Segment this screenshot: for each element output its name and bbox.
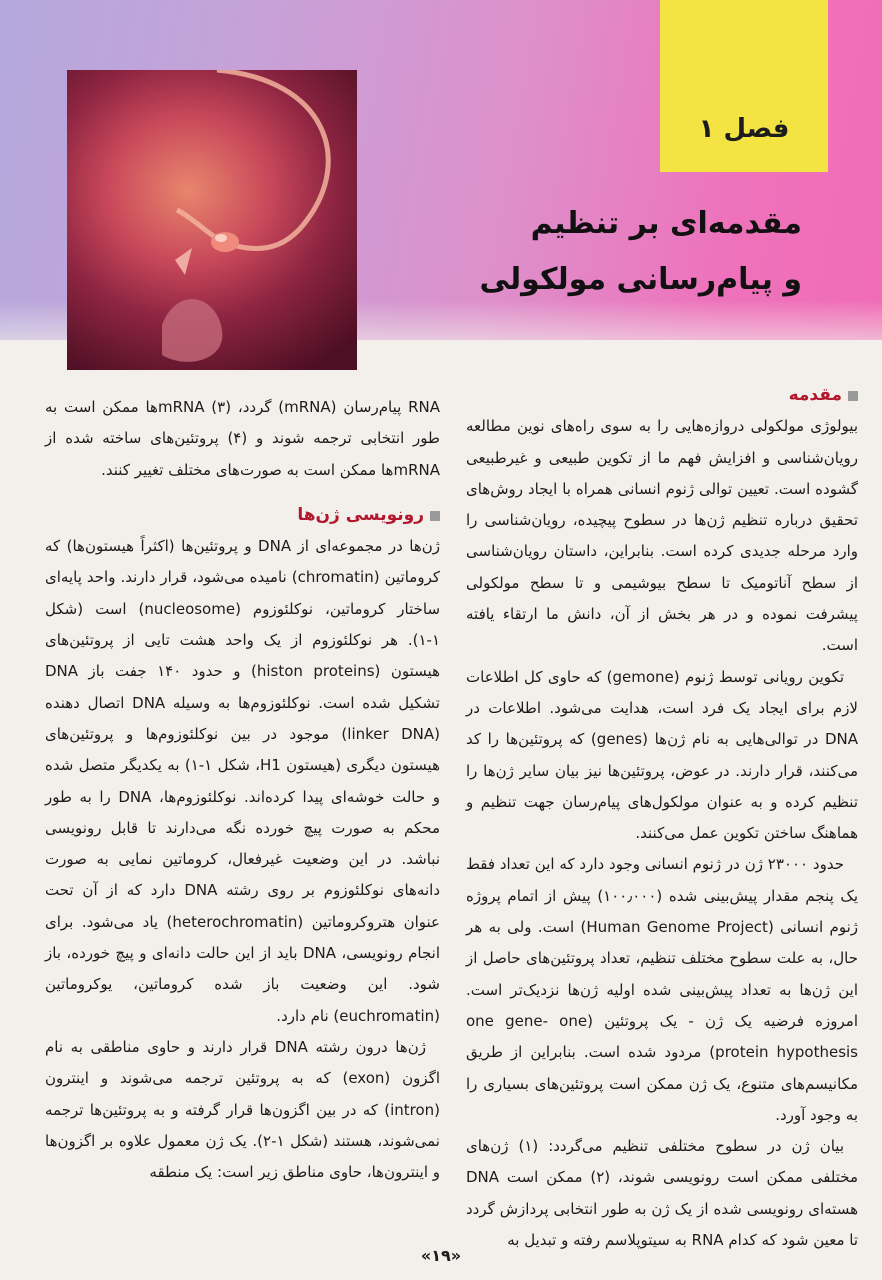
section-heading-transcription-text: رونویسی ژن‌ها (297, 504, 424, 525)
section-heading-intro (466, 380, 858, 411)
right-column (466, 380, 858, 1256)
chapter-box (660, 0, 828, 172)
paragraph: تکوین رویانی توسط ژنوم (gemone) که حاوی کل اطلاعات لازم برای ایجاد یک فرد است، هدایت می‌شود. اطلاعات در DNA در توالی‌هایی به نام ژن‌ها (genes) که پروتئین‌ها را کد می‌کنند، قرار دارند. در عوض، پروتئین‌ها نیز بیان سایر ژن‌ها را تنظیم کرده و به عنوان مولکول‌های پیام‌رسان جهت تنظیم و هماهنگ ساختن تکوین عمل می‌کنند. (466, 667, 858, 843)
embryo-illustration (67, 70, 357, 370)
chapter-label: فصل ۱ (698, 114, 790, 144)
page-number: «۱۹» (420, 1246, 462, 1265)
paragraph: ژن‌ها در مجموعه‌ای از DNA و پروتئین‌ها (اکثراً هیستون‌ها) که کروماتین (chromatin) نامیده می‌شود، قرار دارند. واحد پایه‌ای ساختار کروماتین، نوکلئوزوم (nucleosome) است (شکل ۱-۱). هر نوکلئوزوم از یک واحد هشت تایی از پروتئین‌های هیستون (histon proteins) و حدود ۱۴۰ جفت باز DNA تشکیل شده است. نوکلئوزوم‌ها به وسیله DNA اتصال دهنده (linker DNA) موجود در بین نوکلئوزوم‌ها و پروتئین‌های هیستون دیگری (هیستون H1، شکل ۱-۱) به یکدیگر متصل شده و حالت خوشه‌ای پیدا کرده‌اند. نوکلئوزوم‌ها، DNA را به طور محکم به صورت پیچ خورده نگه می‌دارند تا قابل رونویسی نباشد. در این وضعیت غیرفعال، کروماتین نمایی به صورت دانه‌های نوکلئوزوم بر روی رشته DNA دارد که از آن تحت عنوان هتروکروماتین (heterochromatin) یاد می‌شود. برای انجام رونویسی، DNA باید از این حالت دانه‌ای و پیچ خورده، باز شود. این وضعیت باز شده کروماتین، یوکروماتین (euchromatin) نام دارد. (45, 537, 441, 1025)
paragraph: RNA پیام‌رسان (mRNA) گردد، (۳) mRNAها ممکن است به طور انتخابی ترجمه شوند و (۴) پروتئین‌های ساخته شده از mRNAها ممکن است به صورت‌های مختلف تغییر کنند. (45, 398, 440, 479)
paragraph: ژن‌ها درون رشته DNA قرار دارند و حاوی مناطقی به نام اگزون (exon) که به پروتئین ترجمه می‌شوند و اینترون (intron) که در بین اگزون‌ها قرار گرفته و به پروتئین‌ها ترجمه نمی‌شوند، هستند (شکل ۱-۲). یک ژن معمول علاوه بر اگزون‌ها و اینترون‌ها، حاوی مناطق زیر است: یک منطقه (45, 1037, 441, 1182)
bullet-square-icon (430, 511, 440, 521)
section-heading-transcription (45, 500, 440, 531)
paragraph: بیان ژن در سطوح مختلفی تنظیم می‌گردد: (۱) ژن‌های مختلفی ممکن است رونویسی شوند، (۲) ممکن است DNA هسته‌ای رونویسی شده از یک ژن به طور انتخابی پردازش گردد تا معین شود که کدام RNA به سیتوپلاسم رفته و تبدیل به (466, 1137, 859, 1250)
paragraph: حدود ۲۳۰۰۰ ژن در ژنوم انسانی وجود دارد که این تعداد فقط یک پنجم مقدار پیش‌بینی شده (۱۰۰٫۰۰۰) پیش از اتمام پروژه ژنوم انسانی (Human Genome Project) است. ولی به هر حال، به علت سطوح مختلف تنظیم، تعداد پروتئین‌های حاصل از این ژن‌ها به تعداد پیش‌بینی شده اولیه ژن‌ها نزدیک‌تر است. امروزه فرضیه یک ژن - یک پروتئین (one gene- one protein hypothesis) مردود شده است. بنابراین از طریق مکانیسم‌های متنوع، یک ژن ممکن است پروتئین‌های بسیاری را به وجود آورد. (466, 855, 859, 1124)
paragraph: بیولوژی مولکولی دروازه‌هایی را به سوی راه‌های نوین مطالعه رویان‌شناسی و افزایش فهم ما از تکوین طبیعی و غیرطبیعی گشوده است. تعیین توالی ژنوم انسانی همراه با ایجاد روش‌های تحقیق درباره تنظیم ژن‌ها در سطوح پیچیده، رویان‌شناسی را وارد مرحله جدیدی کرده است. بنابراین، داستان رویان‌شناسی از سطح آناتومیک تا سطح بیوشیمی و تا سطح مولکولی پیشرفت نموده و در هر بخش از آن، دانش ما ارتقاء یافته است. (466, 417, 858, 655)
section-heading-intro-text: مقدمه (788, 385, 842, 405)
page-title-line1: مقدمه‌ای بر تنظیم (530, 206, 802, 241)
page-title-line2: و پیام‌رسانی مولکولی (479, 262, 802, 297)
embryo-photo (67, 70, 357, 370)
left-column (45, 392, 440, 1188)
bullet-square-icon (848, 391, 858, 401)
